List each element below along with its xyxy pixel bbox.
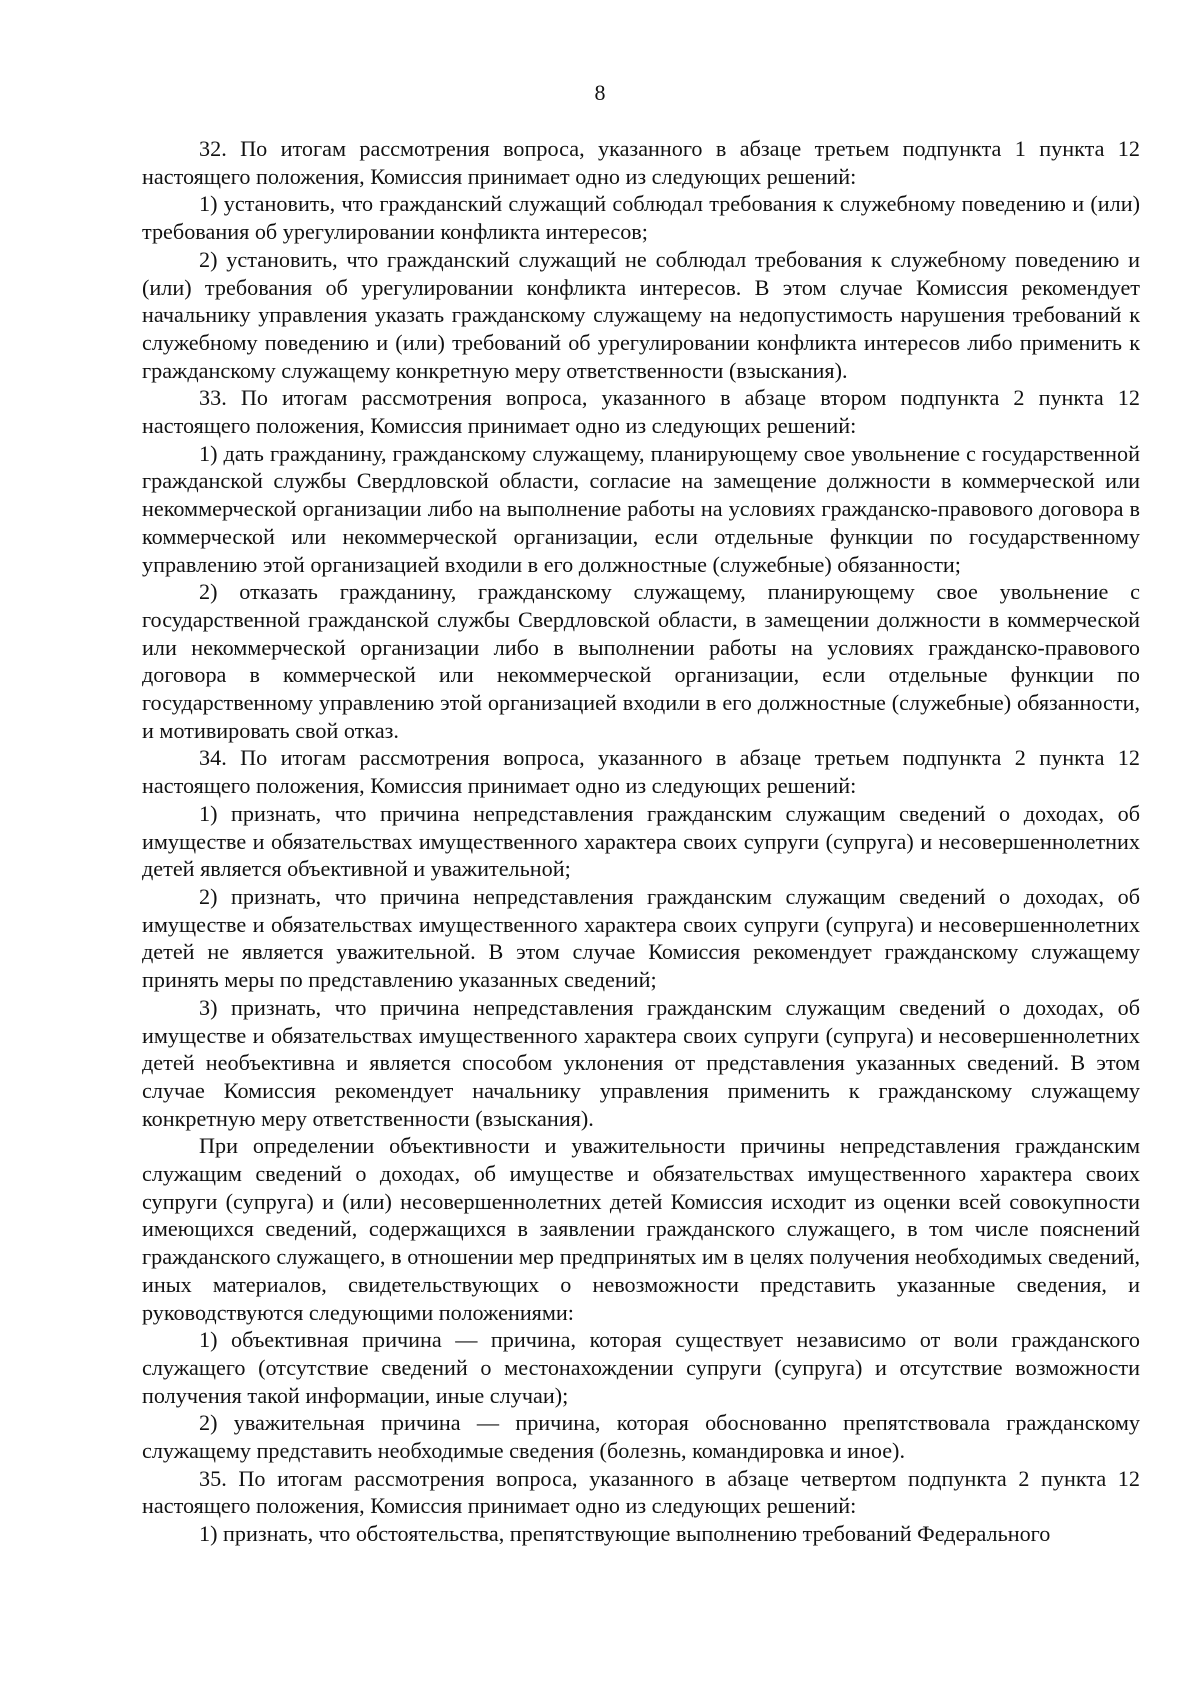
paragraph-34-item-1: 1) признать, что причина непредставления гражданским служащим сведений о доходах, об имуществе и обязательствах имущественного характера своих супруги (супруга) и несовершеннолетних детей является объективной и уважительной; <box>142 800 1140 882</box>
paragraph-33-item-2: 2) отказать гражданину, гражданскому служащему, планирующему свое увольнение с государственной гражданской службы Свердловской области, в замещении должности в коммерческой или некоммерческой организации либо в выполнении работы на условиях гражданско-правового договора в коммерческой или некоммерческой организации, если отдельные функции по государственному управлению этой организацией входили в его должностные (служебные) обязанности, и мотивировать свой отказ. <box>142 579 1140 743</box>
paragraph-34-item-2: 2) признать, что причина непредставления гражданским служащим сведений о доходах, об имуществе и обязательствах имущественного характера своих супруги (супруга) и несовершеннолетних детей не является уважительной. В этом случае Комиссия рекомендует гражданскому служащему принять меры по представлению указанных сведений; <box>142 883 1140 993</box>
paragraph-33: 33. По итогам рассмотрения вопроса, указанного в абзаце втором подпункта 2 пункта 12 настоящего положения, Комиссия принимает одно из следующих решений: <box>142 385 1140 439</box>
page-number: 8 <box>594 80 606 105</box>
paragraph-32-item-2: 2) установить, что гражданский служащий не соблюдал требования к служебному поведению и (или) требования об урегулировании конфликта интересов. В этом случае Комиссия рекомендует начальнику управления указать гражданскому служащему на недопустимость нарушения требований к служебному поведению и (или) требований об урегулировании конфликта интересов либо применить к гражданскому служащему конкретную меру ответственности (взыскания). <box>142 246 1140 383</box>
paragraph-35-item-1: 1) признать, что обстоятельства, препятствующие выполнению требований Федерального <box>199 1521 1051 1547</box>
paragraph-34: 34. По итогам рассмотрения вопроса, указанного в абзаце третьем подпункта 2 пункта 12 настоящего положения, Комиссия принимает одно из следующих решений: <box>142 745 1140 799</box>
paragraph-34-item-3: 3) признать, что причина непредставления гражданским служащим сведений о доходах, об имуществе и обязательствах имущественного характера своих супруги (супруга) и несовершеннолетних детей необъективна и является способом уклонения от представления указанных сведений. В этом случае Комиссия рекомендует начальнику управления применить к гражданскому служащему конкретную меру ответственности (взыскания). <box>142 994 1140 1131</box>
document-body <box>142 135 1140 1548</box>
paragraph-32: 32. По итогам рассмотрения вопроса, указанного в абзаце третьем подпункта 1 пункта 12 настоящего положения, Комиссия принимает одно из следующих решений: <box>142 136 1140 189</box>
paragraph-criteria: При определении объективности и уважительности причины непредставления гражданским служащим сведений о доходах, об имуществе и обязательствах имущественного характера своих супруги (супруга) и (или) несовершеннолетних детей Комиссия исходит из оценки всей совокупности имеющихся сведений, содержащихся в заявлении гражданского служащего, в том числе пояснений гражданского служащего, в отношении мер предпринятых им в целях получения необходимых сведений, иных материалов, свидетельствующих о невозможности представить указанные сведения, и руководствуются следующими положениями: <box>142 1133 1140 1325</box>
paragraph-33-item-1: 1) дать гражданину, гражданскому служащему, планирующему свое увольнение с государственной гражданской службы Свердловской области, согласие на замещение должности в коммерческой или некоммерческой организации либо на выполнение работы на условиях гражданско-правового договора в коммерческой или некоммерческой организации, если отдельные функции по государственному управлению этой организацией входили в его должностные (служебные) обязанности; <box>142 440 1140 577</box>
paragraph-35: 35. По итогам рассмотрения вопроса, указанного в абзаце четвертом подпункта 2 пункта 12 настоящего положения, Комиссия принимает одно из следующих решений: <box>142 1465 1140 1519</box>
paragraph-criteria-item-2: 2) уважительная причина — причина, которая обоснованно препятствовала гражданскому служащему представить необходимые сведения (болезнь, командировка и иное). <box>142 1410 1140 1464</box>
paragraph-32-item-1: 1) установить, что гражданский служащий соблюдал требования к служебному поведению и (или) требования об урегулировании конфликта интересов; <box>142 191 1140 245</box>
paragraph-criteria-item-1: 1) объективная причина — причина, которая существует независимо от воли гражданского служащего (отсутствие сведений о местонахождении супруги (супруга) и отсутствие возможности получения такой информации, иные случаи); <box>142 1327 1140 1408</box>
